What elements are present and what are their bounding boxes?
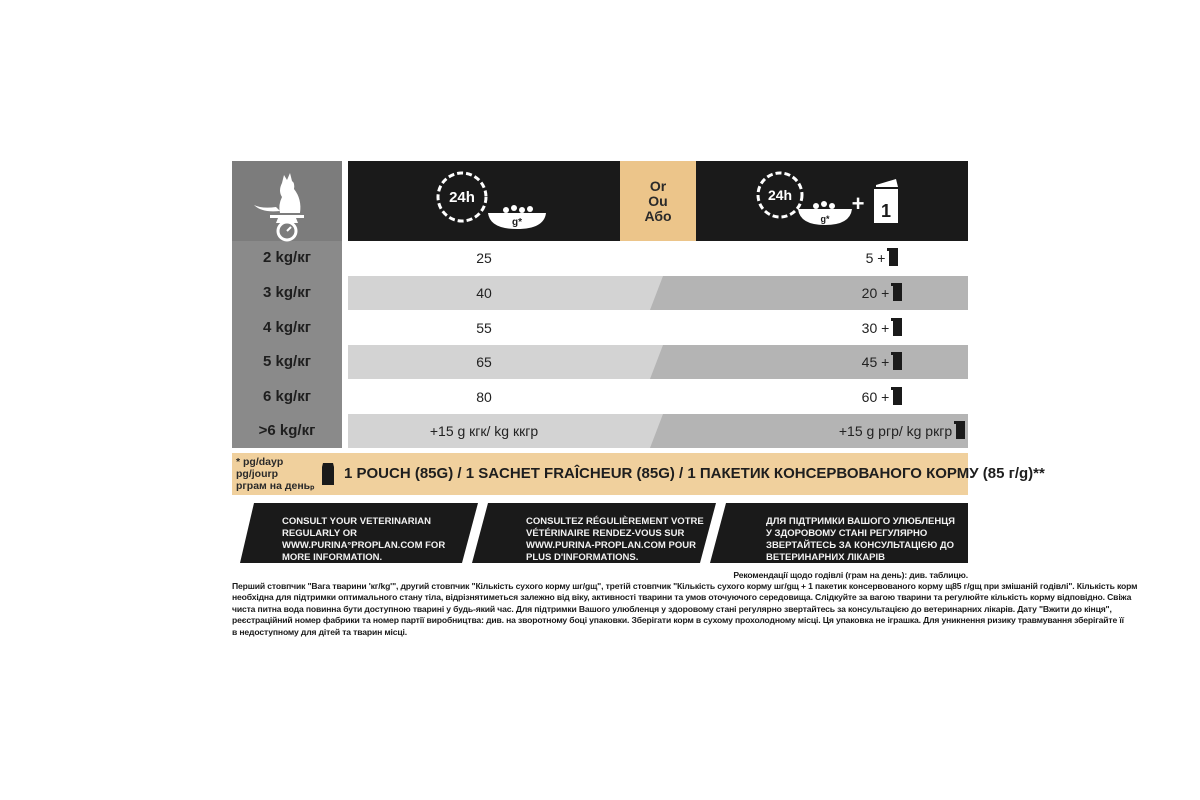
- weight-label: 4 kg/кг: [263, 319, 311, 336]
- pouch-icon: [893, 355, 902, 370]
- consult-text-fr: CONSULTEZ RÉGULIÈREMENT VOTRE VÉTÉRINAIRE RENDEZ-VOUS SUR WWW.PURINA-PROPLAN.COM POUR PLUS D'INFORMATIONS.: [526, 516, 704, 563]
- pouch-icon: [893, 286, 902, 301]
- pouch-icon: [893, 390, 902, 405]
- or-text-uk: Або: [644, 207, 672, 224]
- feeding-recommendation: Рекомендації щодо годівлі (грам на день): див. таблицю.: [733, 570, 968, 580]
- mixed-amount: 5 +: [696, 241, 1018, 275]
- dry-amount: 65: [476, 354, 492, 370]
- dry-food-header-icon: [432, 167, 562, 237]
- pouch-count: 1: [880, 201, 892, 221]
- weight-label: >6 kg/кг: [258, 422, 316, 439]
- mixed-amount: 45 +: [696, 345, 1018, 379]
- mixed-amount: +15 g ргр/ kg ркгр: [696, 414, 1038, 448]
- pouch-icon: [956, 424, 965, 439]
- pouch-icon: [889, 251, 898, 266]
- footnote-line: чиста питна вода повинна бути доступною тварині у будь-який час. Для підтримки Вашого улюбленця у здоровому стані регулярно звертайтесь за консультацією до ветеринарних лікарів. Дату "Вжити до кінця",: [232, 604, 1112, 614]
- mixed-amount: 30 +: [696, 311, 1018, 345]
- footnote-line: Перший стовпчик "Вага тварини 'кг/kg'", другий стовпчик "Кількість сухого корму шг/gщ", третій стовпчик "Кількість сухого корму шг/gщ + 1 пакетик консервованого корму щ85 г/gщ при змішаній годівлі". Кількість корм: [232, 581, 1138, 591]
- mixed-amount: 60 +: [696, 380, 1018, 414]
- weight-label: 5 kg/кг: [263, 353, 311, 370]
- weight-label: 2 kg/кг: [263, 249, 311, 266]
- svg-text:24h: 24h: [767, 187, 793, 203]
- pouch-icon: [893, 321, 902, 336]
- per-day-label: * pg/dayp pg/jourp рграм на деньₚ: [236, 456, 315, 492]
- dry-amount: 80: [476, 389, 492, 405]
- mixed-food-header-icon: [752, 167, 912, 237]
- svg-text:g*: g*: [820, 214, 830, 224]
- grams-label: g*: [512, 217, 522, 228]
- pouch-icon: [322, 463, 334, 485]
- footnote-line: необхідна для підтримки оптимального стану тіла, відрізнятиметься залежно від віку, активності тварини та умов оточуючого середовища. Слідкуйте за вагою тварини та регулюйте кількість корму відповідно. Свіжа: [232, 592, 1132, 602]
- dry-amount: +15 g кгк/ kg ккгр: [429, 423, 539, 439]
- dry-amount: 40: [476, 285, 492, 301]
- consult-text-uk: ДЛЯ ПІДТРИМКИ ВАШОГО УЛЮБЛЕНЦЯ У ЗДОРОВОМУ СТАНІ РЕГУЛЯРНО ЗВЕРТАЙТЕСЬ ЗА КОНСУЛЬТАЦІЄЮ ДО ВЕТЕРИНАРНИХ ЛІКАРІВ: [766, 516, 955, 563]
- plus-sign: +: [851, 191, 865, 216]
- consult-band: [232, 503, 968, 563]
- or-text-fr: Ou: [648, 192, 668, 209]
- or-text-en: Or: [649, 177, 667, 194]
- dry-amount: 25: [476, 250, 492, 266]
- footnote-line: реєстраційний номер фабрики та номер партії виробництва: див. на зворотному боці упаковки. Зберігати корм в сухому прохолодному місці. Ця упаковка не іграшка. Для уникнення ризику травмування зберігайте її: [232, 615, 1124, 625]
- dry-amount: 55: [476, 320, 492, 336]
- footnote-line: в недоступному для дітей та тварин місці.: [232, 627, 408, 637]
- weight-label: 6 kg/кг: [263, 388, 311, 405]
- cat-on-scale-icon: [232, 161, 342, 241]
- weight-label: 3 kg/кг: [263, 284, 311, 301]
- mixed-amount: 20 +: [696, 276, 1018, 310]
- pouch-band-text: 1 POUCH (85G) / 1 SACHET FRAÎCHEUR (85G) / 1 ПАКЕТИК КОНСЕРВОВАНОГО КОРМУ (85 г/g)**: [344, 465, 1045, 482]
- clock-label: 24h: [449, 189, 475, 206]
- consult-text-en: CONSULT YOUR VETERINARIAN REGULARLY OR WWW.PURINA°PROPLAN.COM FOR MORE INFORMATION.: [282, 516, 446, 563]
- or-separator: [620, 161, 696, 241]
